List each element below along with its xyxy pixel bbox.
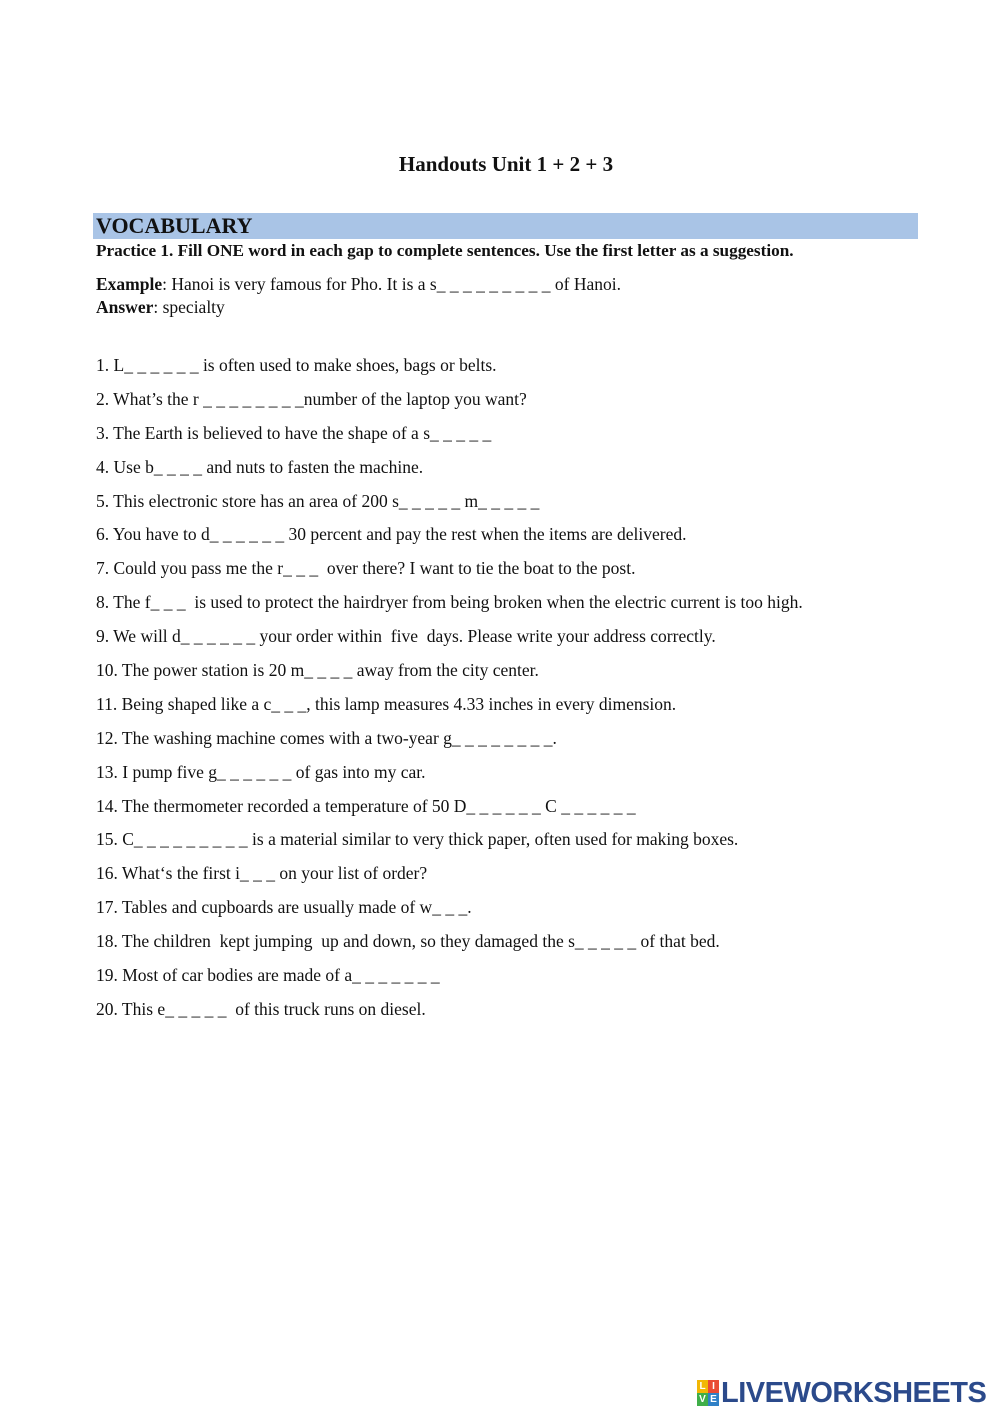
question-item: 19. Most of car bodies are made of a_ _ _ _ _ _ _ <box>96 965 440 986</box>
badge-letter: I <box>708 1380 719 1393</box>
question-item: 7. Could you pass me the r_ _ _ over there? I want to tie the boat to the post. <box>96 558 636 579</box>
question-item: 13. I pump five g_ _ _ _ _ _ of gas into my car. <box>96 761 426 782</box>
question-list <box>96 354 803 1032</box>
answer-line <box>96 297 225 318</box>
question-item: 14. The thermometer recorded a temperature of 50 D_ _ _ _ _ _ C _ _ _ _ _ _ <box>96 795 636 816</box>
liveworksheets-logo-icon <box>697 1380 719 1406</box>
question-item: 12. The washing machine comes with a two-year g_ _ _ _ _ _ _ _. <box>96 727 557 748</box>
question-item: 4. Use b_ _ _ _ and nuts to fasten the machine. <box>96 456 424 477</box>
liveworksheets-logo[interactable] <box>697 1378 986 1408</box>
question-item: 9. We will d_ _ _ _ _ _ your order within five days. Please write your address correctly. <box>96 626 716 647</box>
logo-text: LIVEWORKSHEETS <box>721 1377 987 1409</box>
example-label: Example <box>96 274 163 294</box>
question-item: 18. The children kept jumping up and down, so they damaged the s_ _ _ _ _ of that bed. <box>96 931 720 952</box>
question-item: 1. L_ _ _ _ _ _ is often used to make shoes, bags or belts. <box>96 355 497 375</box>
badge-letter: L <box>697 1380 708 1393</box>
question-item: 20. This e_ _ _ _ _ of this truck runs on diesel. <box>96 998 426 1019</box>
question-item: 6. You have to d_ _ _ _ _ _ 30 percent and pay the rest when the items are delivered. <box>96 524 687 545</box>
section-heading: VOCABULARY <box>96 213 253 238</box>
question-item: 15. C_ _ _ _ _ _ _ _ _ is a material similar to very thick paper, often used for making boxes. <box>96 829 739 850</box>
question-item: 17. Tables and cupboards are usually made of w_ _ _. <box>96 897 472 918</box>
badge-letter: V <box>697 1393 708 1406</box>
question-item: 3. The Earth is believed to have the shape of a s_ _ _ _ _ <box>96 422 492 443</box>
question-item: 8. The f_ _ _ is used to protect the hairdryer from being broken when the electric current is too high. <box>96 592 803 613</box>
example-line <box>96 274 621 295</box>
question-item: 2. What’s the r _ _ _ _ _ _ _ _number of the laptop you want? <box>96 388 527 409</box>
answer-text: : specialty <box>153 297 225 317</box>
practice-instruction: Practice 1. Fill ONE word in each gap to complete sentences. Use the first letter as a suggestion. <box>96 241 794 260</box>
question-item: 11. Being shaped like a c_ _ _, this lamp measures 4.33 inches in every dimension. <box>96 693 677 714</box>
question-item: 5. This electronic store has an area of 200 s_ _ _ _ _ m_ _ _ _ _ <box>96 490 540 511</box>
question-item: 10. The power station is 20 m_ _ _ _ away from the city center. <box>96 660 539 681</box>
page-title: Handouts Unit 1 + 2 + 3 <box>398 152 614 176</box>
badge-letter: E <box>708 1393 719 1406</box>
answer-label: Answer <box>96 297 154 317</box>
example-text: : Hanoi is very famous for Pho. It is a s_ _ _ _ _ _ _ _ _ of Hanoi. <box>162 274 621 294</box>
question-item: 16. What‘s the first i_ _ _ on your list of order? <box>96 863 428 884</box>
